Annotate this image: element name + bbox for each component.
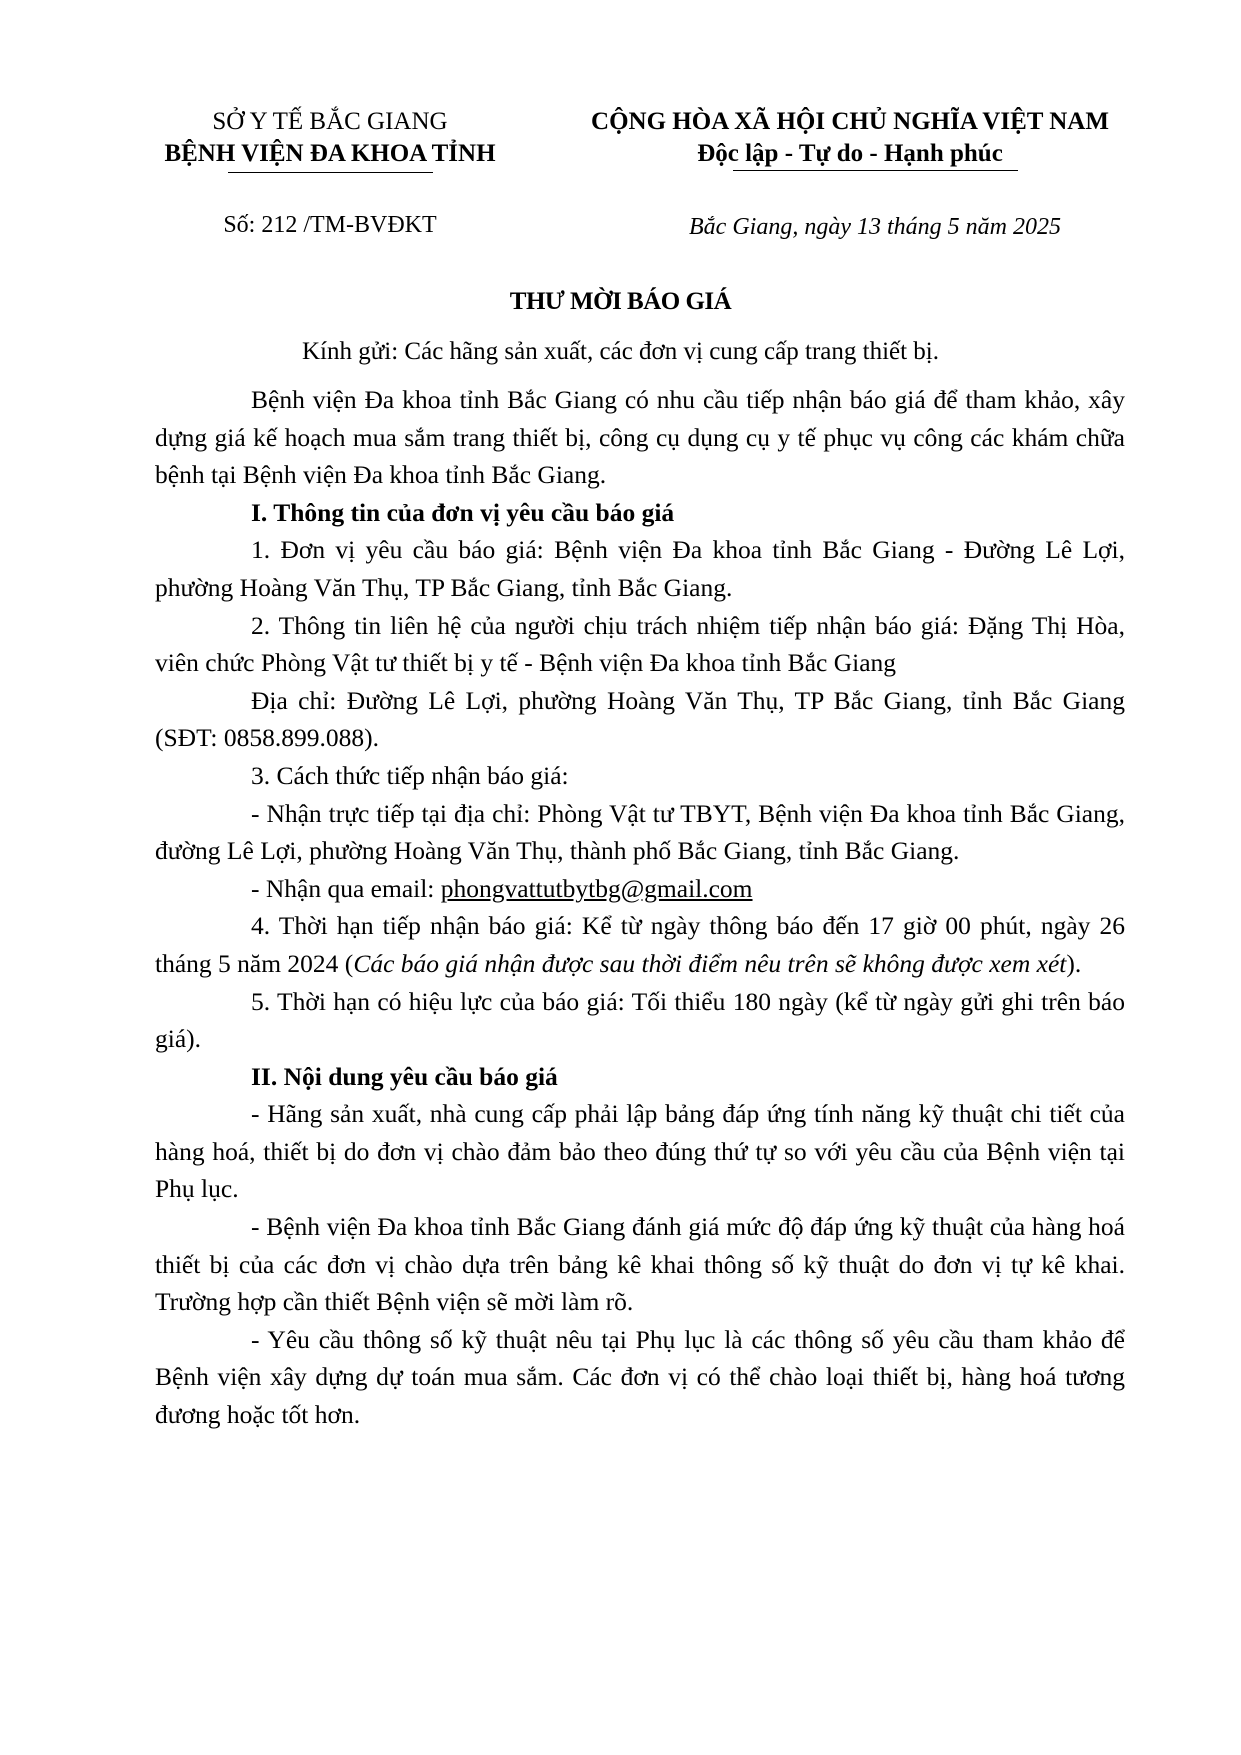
deadline-suffix: ). bbox=[1066, 948, 1082, 978]
national-header-block bbox=[560, 106, 1140, 171]
place-and-date: Bắc Giang, ngày 13 tháng 5 năm 2025 bbox=[689, 214, 1061, 240]
deadline-text: 4. Thời hạn tiếp nhận báo giá: Kể từ ngày thông báo đến 17 giờ 00 phút, ngày 26 tháng 5 năm 2024 ( bbox=[155, 911, 1125, 978]
section-2-heading: II. Nội dung yêu cầu báo giá bbox=[251, 1061, 558, 1091]
section-1-address: Địa chỉ: Đường Lê Lợi, phường Hoàng Văn Thụ, TP Bắc Giang, tỉnh Bắc Giang (SĐT: 0858.899.088). bbox=[155, 685, 1125, 753]
section-1-item-3-email bbox=[155, 870, 1125, 908]
section-1-item-5: 5. Thời hạn có hiệu lực của báo giá: Tối thiểu 180 ngày (kể từ ngày gửi ghi trên báo giá). bbox=[155, 986, 1125, 1054]
national-motto: Độc lập - Tự do - Hạnh phúc bbox=[697, 140, 1003, 167]
national-title: CỘNG HÒA XÃ HỘI CHỦ NGHĨA VIỆT NAM bbox=[591, 108, 1109, 135]
recipient-line: Kính gửi: Các hãng sản xuất, các đơn vị cung cấp trang thiết bị. bbox=[301, 338, 939, 365]
motto-underline bbox=[733, 170, 1018, 171]
document-title: THƯ MỜI BÁO GIÁ bbox=[509, 288, 732, 315]
email-label: - Nhận qua email: bbox=[251, 873, 441, 903]
section-1-item-2: 2. Thông tin liên hệ của người chịu trách nhiệm tiếp nhận báo giá: Đặng Thị Hòa, viên chức Phòng Vật tư thiết bị y tế - Bệnh viện Đa khoa tỉnh Bắc Giang bbox=[155, 610, 1125, 678]
section-1-item-3: 3. Cách thức tiếp nhận báo giá: bbox=[251, 760, 569, 790]
section-2-paragraph-3: - Yêu cầu thông số kỹ thuật nêu tại Phụ lục là các thông số yêu cầu tham khảo để Bệnh viện xây dựng dự toán mua sắm. Các đơn vị có thể chào loại thiết bị, hàng hoá tương đương hoặc tốt hơn. bbox=[155, 1324, 1125, 1430]
agency-name: SỞ Y TẾ BẮC GIANG bbox=[212, 108, 448, 135]
section-1-item-1: 1. Đơn vị yêu cầu báo giá: Bệnh viện Đa khoa tỉnh Bắc Giang - Đường Lê Lợi, phường Hoàng Văn Thụ, TP Bắc Giang, tỉnh Bắc Giang. bbox=[155, 535, 1125, 602]
organization-name: BỆNH VIỆN ĐA KHOA TỈNH bbox=[164, 140, 496, 167]
issuing-agency-block bbox=[110, 106, 550, 173]
section-1-heading: I. Thông tin của đơn vị yêu cầu báo giá bbox=[251, 497, 675, 527]
email-link[interactable]: phongvattutbytbg@gmail.com bbox=[440, 873, 753, 903]
section-2-paragraph-2: - Bệnh viện Đa khoa tỉnh Bắc Giang đánh giá mức độ đáp ứng kỹ thuật của hàng hoá thiết bị của các đơn vị chào dựa trên bảng kê khai thông số kỹ thuật do đơn vị tự kê khai. Trường hợp cần thiết Bệnh viện sẽ mời làm rõ. bbox=[155, 1212, 1125, 1317]
organization-underline bbox=[228, 172, 433, 173]
deadline-note: Các báo giá nhận được sau thời điểm nêu trên sẽ không được xem xét bbox=[353, 948, 1067, 978]
section-2-paragraph-1: - Hãng sản xuất, nhà cung cấp phải lập bảng đáp ứng tính năng kỹ thuật chi tiết của hàng hoá, thiết bị do đơn vị chào đảm bảo theo đúng thứ tự so với yêu cầu của Bệnh viện tại Phụ lục. bbox=[155, 1099, 1125, 1204]
document-body bbox=[155, 381, 1125, 1434]
section-1-item-3-direct: - Nhận trực tiếp tại địa chỉ: Phòng Vật tư TBYT, Bệnh viện Đa khoa tỉnh Bắc Giang, đường Lê Lợi, phường Hoàng Văn Thụ, thành phố Bắc Giang, tỉnh Bắc Giang. bbox=[155, 798, 1125, 866]
document-reference-number: Số: 212 /TM-BVĐKT bbox=[223, 212, 437, 238]
intro-paragraph: Bệnh viện Đa khoa tỉnh Bắc Giang có nhu cầu tiếp nhận báo giá để tham khảo, xây dựng giá kế hoạch mua sắm trang thiết bị, công cụ dụng cụ y tế phục vụ công các khám chữa bệnh tại Bệnh viện Đa khoa tỉnh Bắc Giang. bbox=[155, 385, 1125, 490]
section-1-item-4 bbox=[155, 907, 1125, 982]
